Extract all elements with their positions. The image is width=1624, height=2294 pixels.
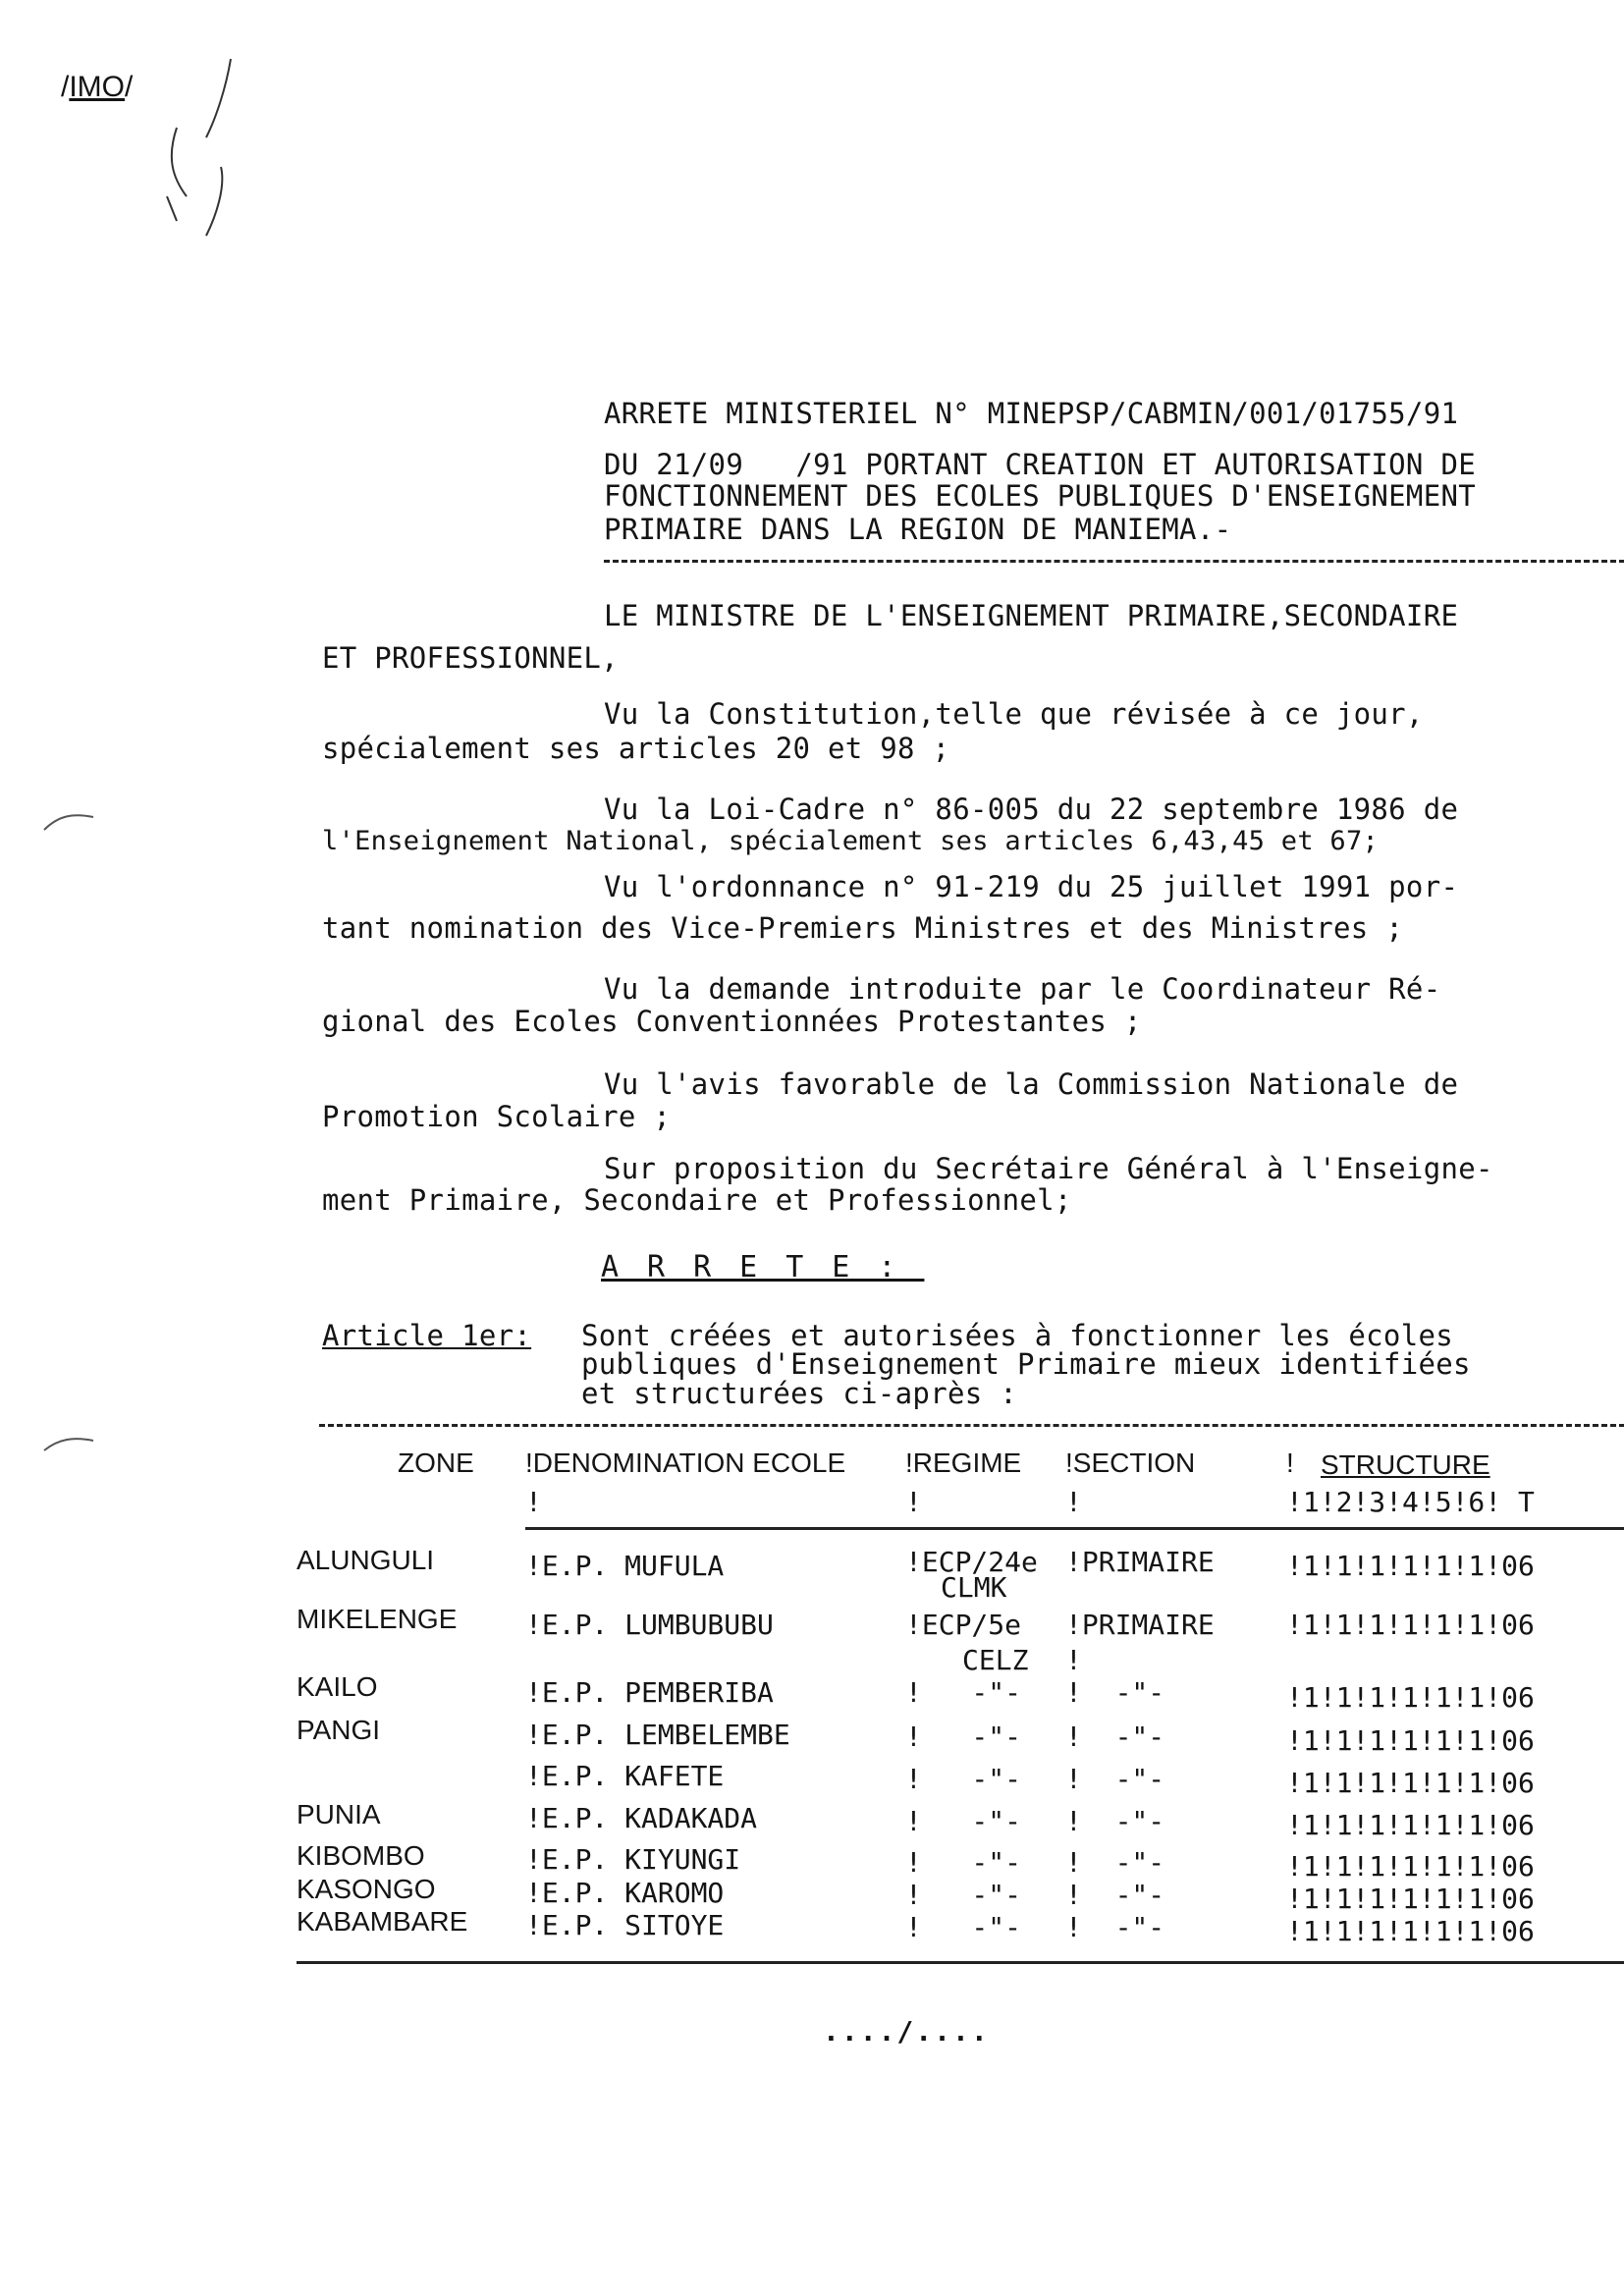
regime-cell-sub: CELZ bbox=[962, 1644, 1029, 1676]
section-cell: ! -"- bbox=[1065, 1720, 1165, 1753]
section-cell: ! -"- bbox=[1065, 1846, 1165, 1879]
structure-cell: !1!1!1!1!1!1!06 bbox=[1286, 1609, 1535, 1641]
column-header-section: !SECTION bbox=[1065, 1447, 1196, 1478]
regime-cell: ! -"- bbox=[905, 1763, 1022, 1795]
structure-cell: !1!1!1!1!1!1!06 bbox=[1286, 1767, 1535, 1799]
section-cell: !PRIMAIRE bbox=[1065, 1546, 1215, 1578]
regime-cell: ! -"- bbox=[905, 1805, 1022, 1837]
arrete-heading: ARRETE: bbox=[601, 1250, 925, 1284]
school-cell: !E.P. LUMBUBUBU bbox=[525, 1609, 774, 1641]
school-cell: !E.P. KAFETE bbox=[525, 1760, 725, 1792]
section-cell: ! -"- bbox=[1065, 1805, 1165, 1837]
consideration-line: Promotion Scolaire ; bbox=[322, 1100, 672, 1133]
consideration-line: Sur proposition du Secrétaire Général à l'Enseigne- bbox=[604, 1152, 1493, 1185]
zone-cell: KABAMBARE bbox=[297, 1906, 468, 1937]
article-line: et structurées ci-après : bbox=[581, 1377, 1017, 1410]
article-label: Article 1er: bbox=[322, 1319, 532, 1352]
column-header-denomination: !DENOMINATION ECOLE bbox=[525, 1447, 846, 1478]
article-line: publiques d'Enseignement Primaire mieux identifiées bbox=[581, 1347, 1471, 1381]
dashed-divider bbox=[604, 560, 1624, 563]
column-header-structure-sep: ! bbox=[1286, 1447, 1294, 1478]
structure-class-header: !1!2!3!4!5!6! T bbox=[1286, 1486, 1535, 1518]
regime-cell: ! -"- bbox=[905, 1879, 1022, 1911]
consideration-line: ment Primaire, Secondaire et Professionnel; bbox=[322, 1183, 1072, 1217]
section-cell: ! -"- bbox=[1065, 1879, 1165, 1911]
structure-cell: !1!1!1!1!1!1!06 bbox=[1286, 1850, 1535, 1883]
section-cell: ! -"- bbox=[1065, 1763, 1165, 1795]
header-separator: ! bbox=[1065, 1486, 1082, 1518]
section-cell: ! -"- bbox=[1065, 1911, 1165, 1943]
zone-cell: PUNIA bbox=[297, 1799, 381, 1830]
decree-heading-line: PRIMAIRE DANS LA REGION DE MANIEMA.- bbox=[604, 513, 1232, 546]
structure-cell: !1!1!1!1!1!1!06 bbox=[1286, 1681, 1535, 1714]
margin-mark bbox=[39, 1429, 98, 1458]
header-separator: ! bbox=[905, 1486, 922, 1518]
structure-cell: !1!1!1!1!1!1!06 bbox=[1286, 1883, 1535, 1915]
decree-heading-line: DU 21/09 /91 PORTANT CREATION ET AUTORISATION DE bbox=[604, 448, 1476, 481]
column-header-zone: ZONE bbox=[398, 1447, 474, 1478]
regime-cell: ! -"- bbox=[905, 1911, 1022, 1943]
consideration-line: Vu l'ordonnance n° 91-219 du 25 juillet 1991 por- bbox=[604, 870, 1459, 903]
consideration-line: tant nomination des Vice-Premiers Ministres et des Ministres ; bbox=[322, 911, 1404, 945]
school-cell: !E.P. LEMBELEMBE bbox=[525, 1719, 790, 1751]
zone-cell: MIKELENGE bbox=[297, 1604, 458, 1634]
decree-heading-line: ARRETE MINISTERIEL N° MINEPSP/CABMIN/001/01755/91 bbox=[604, 397, 1459, 430]
handwritten-scribble bbox=[137, 49, 255, 246]
zone-cell: KIBOMBO bbox=[297, 1840, 425, 1871]
column-header-regime: !REGIME bbox=[905, 1447, 1022, 1478]
regime-cell: ! -"- bbox=[905, 1720, 1022, 1753]
school-cell: !E.P. PEMBERIBA bbox=[525, 1676, 774, 1709]
regime-cell: ! -"- bbox=[905, 1846, 1022, 1879]
regime-cell: !ECP/24e bbox=[905, 1546, 1038, 1578]
column-header-structure: STRUCTURE bbox=[1321, 1449, 1490, 1480]
structure-cell: !1!1!1!1!1!1!06 bbox=[1286, 1809, 1535, 1841]
reference-stamp: /IMO/ bbox=[61, 71, 134, 103]
zone-cell: ALUNGULI bbox=[297, 1545, 435, 1575]
minister-line: LE MINISTRE DE L'ENSEIGNEMENT PRIMAIRE,SECONDAIRE bbox=[604, 599, 1459, 632]
structure-cell: !1!1!1!1!1!1!06 bbox=[1286, 1724, 1535, 1757]
page-continuation: ..../.... bbox=[823, 2015, 990, 2048]
zone-cell: PANGI bbox=[297, 1715, 381, 1745]
regime-cell-sub: CLMK bbox=[941, 1571, 1007, 1604]
regime-cell: !ECP/5e bbox=[905, 1609, 1022, 1641]
consideration-line: Vu la Loi-Cadre n° 86-005 du 22 septembre 1986 de bbox=[604, 792, 1459, 826]
school-cell: !E.P. KADAKADA bbox=[525, 1802, 758, 1834]
consideration-line: spécialement ses articles 20 et 98 ; bbox=[322, 732, 950, 765]
consideration-line: gional des Ecoles Conventionnées Protestantes ; bbox=[322, 1005, 1142, 1038]
zone-cell: KAILO bbox=[297, 1671, 378, 1702]
regime-cell: ! -"- bbox=[905, 1676, 1022, 1709]
school-cell: !E.P. KAROMO bbox=[525, 1877, 725, 1909]
consideration-line: Vu la demande introduite par le Coordinateur Ré- bbox=[604, 972, 1441, 1006]
header-rule bbox=[525, 1527, 1624, 1530]
zone-cell: KASONGO bbox=[297, 1874, 436, 1904]
decree-heading-line: FONCTIONNEMENT DES ECOLES PUBLIQUES D'ENSEIGNEMENT bbox=[604, 479, 1476, 513]
section-cell-sub: ! bbox=[1065, 1644, 1082, 1676]
table-bottom-rule bbox=[297, 1961, 1624, 1964]
dashed-divider bbox=[319, 1424, 1624, 1427]
section-cell: ! -"- bbox=[1065, 1676, 1165, 1709]
article-line: Sont créées et autorisées à fonctionner les écoles bbox=[581, 1319, 1453, 1352]
consideration-line: Vu l'avis favorable de la Commission Nationale de bbox=[604, 1067, 1459, 1101]
structure-cell: !1!1!1!1!1!1!06 bbox=[1286, 1915, 1535, 1947]
section-cell: !PRIMAIRE bbox=[1065, 1609, 1215, 1641]
consideration-line: l'Enseignement National, spécialement ses articles 6,43,45 et 67; bbox=[322, 826, 1380, 856]
consideration-line: Vu la Constitution,telle que révisée à ce jour, bbox=[604, 697, 1424, 731]
school-cell: !E.P. MUFULA bbox=[525, 1550, 725, 1582]
school-cell: !E.P. KIYUNGI bbox=[525, 1843, 741, 1876]
structure-cell: !1!1!1!1!1!1!06 bbox=[1286, 1550, 1535, 1582]
minister-line: ET PROFESSIONNEL, bbox=[322, 641, 619, 675]
margin-mark bbox=[39, 805, 98, 835]
school-cell: !E.P. SITOYE bbox=[525, 1909, 725, 1941]
header-separator: ! bbox=[525, 1486, 542, 1518]
